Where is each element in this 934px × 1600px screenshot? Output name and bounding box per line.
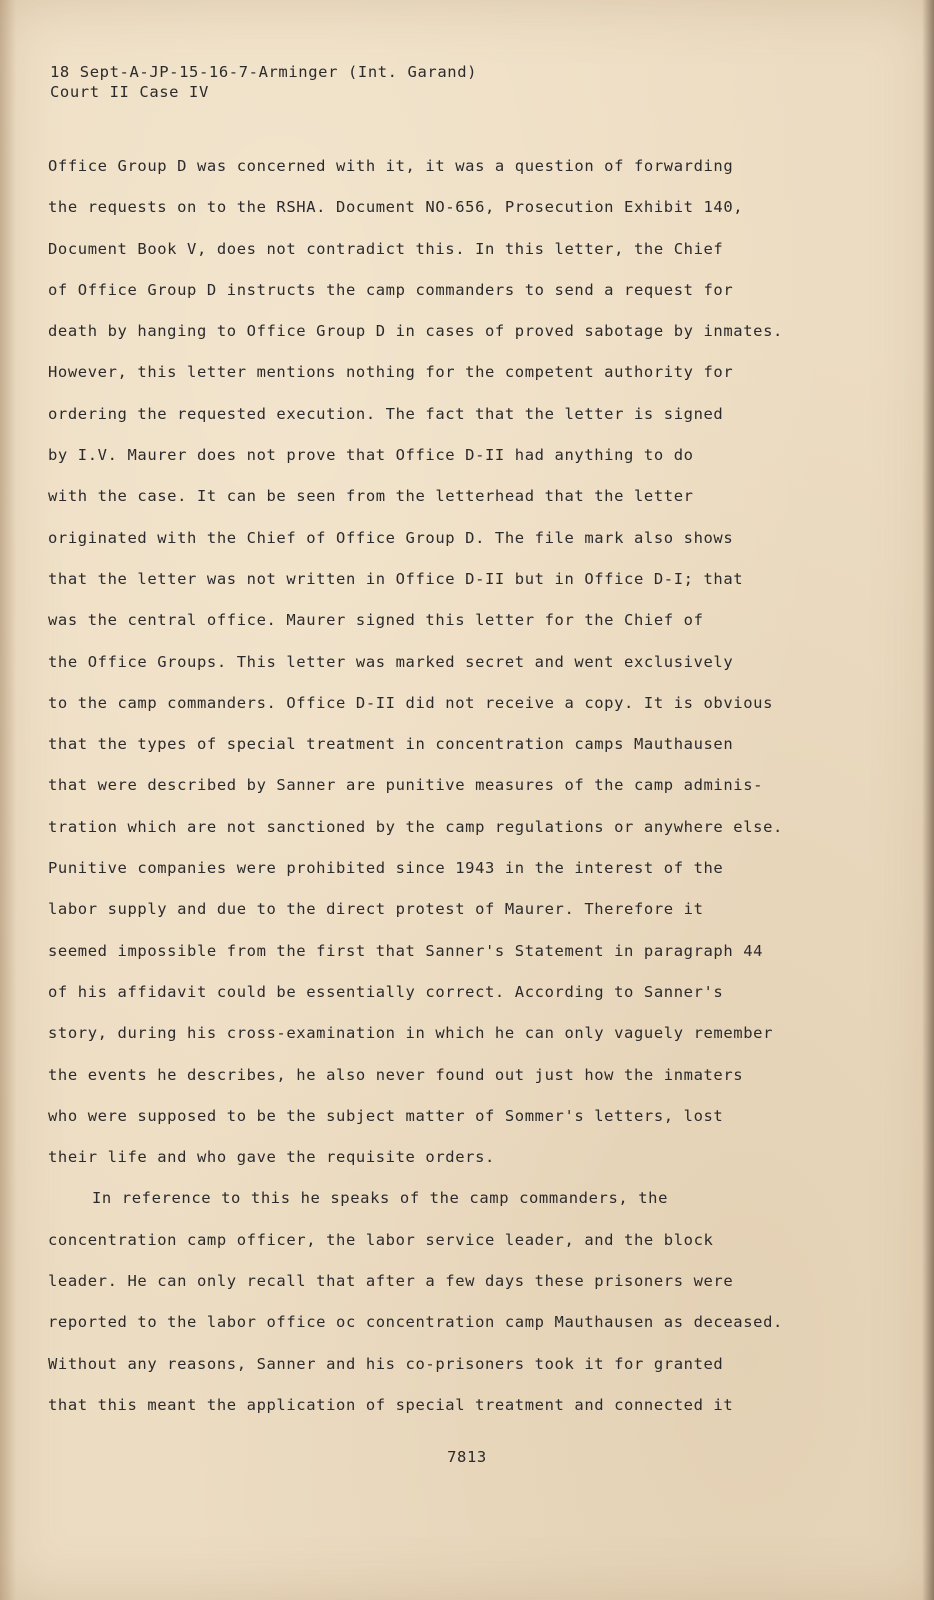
body-line: with the case. It can be seen from the letterhead that the letter — [48, 487, 694, 506]
body-line: tration which are not sanctioned by the camp regulations or anywhere else. — [48, 817, 783, 836]
body-line: Punitive companies were prohibited since 1943 in the interest of the — [48, 859, 724, 878]
body-line: the events he describes, he also never found out just how the inmaters — [48, 1065, 744, 1084]
body-line: that the letter was not written in Office D-II but in Office D-I; that — [48, 569, 744, 588]
page-right-edge-shadow — [922, 0, 934, 1600]
page-number: 7813 — [447, 1448, 487, 1466]
body-line: that were described by Sanner are punitive measures of the camp adminis- — [48, 776, 764, 795]
body-line: Without any reasons, Sanner and his co-prisoners took it for granted — [48, 1354, 724, 1373]
body-line: to the camp commanders. Office D-II did not receive a copy. It is obvious — [48, 693, 774, 712]
page-left-edge-shading — [0, 0, 16, 1600]
body-line: of Office Group D instructs the camp commanders to send a request for — [48, 280, 734, 299]
body-line: that the types of special treatment in concentration camps Mauthausen — [48, 735, 734, 754]
body-line: that this meant the application of special treatment and connected it — [48, 1395, 734, 1414]
body-line: the Office Groups. This letter was marked secret and went exclusively — [48, 652, 734, 671]
document-header — [50, 62, 477, 102]
body-line-paragraph-start: In reference to this he speaks of the camp commanders, the — [92, 1189, 669, 1208]
body-line: concentration camp officer, the labor service leader, and the block — [48, 1230, 714, 1249]
body-line: labor supply and due to the direct protest of Maurer. Therefore it — [48, 900, 704, 919]
body-line: However, this letter mentions nothing for the competent authority for — [48, 363, 734, 382]
body-line: was the central office. Maurer signed this letter for the Chief of — [48, 611, 704, 630]
body-line: story, during his cross-examination in which he can only vaguely remember — [48, 1024, 774, 1043]
body-line: their life and who gave the requisite orders. — [48, 1148, 495, 1167]
body-line: of his affidavit could be essentially correct. According to Sanner's — [48, 982, 724, 1001]
header-line-court: Court II Case IV — [50, 83, 209, 101]
body-line: who were supposed to be the subject matter of Sommer's letters, lost — [48, 1106, 724, 1125]
body-line: the requests on to the RSHA. Document NO-656, Prosecution Exhibit 140, — [48, 198, 744, 217]
body-line: seemed impossible from the first that Sanner's Statement in paragraph 44 — [48, 941, 764, 960]
body-line: originated with the Chief of Office Group D. The file mark also shows — [48, 528, 734, 547]
body-line: leader. He can only recall that after a few days these prisoners were — [48, 1272, 734, 1291]
body-line: Document Book V, does not contradict this. In this letter, the Chief — [48, 239, 724, 258]
body-line: by I.V. Maurer does not prove that Office D-II had anything to do — [48, 446, 694, 465]
body-line: death by hanging to Office Group D in cases of proved sabotage by inmates. — [48, 322, 783, 341]
transcript-body — [48, 146, 783, 1426]
header-line-session: 18 Sept-A-JP-15-16-7-Arminger (Int. Garand) — [50, 63, 478, 81]
body-line: Office Group D was concerned with it, it was a question of forwarding — [48, 157, 734, 175]
body-line: ordering the requested execution. The fact that the letter is signed — [48, 404, 724, 423]
body-line: reported to the labor office oc concentration camp Mauthausen as deceased. — [48, 1313, 783, 1332]
